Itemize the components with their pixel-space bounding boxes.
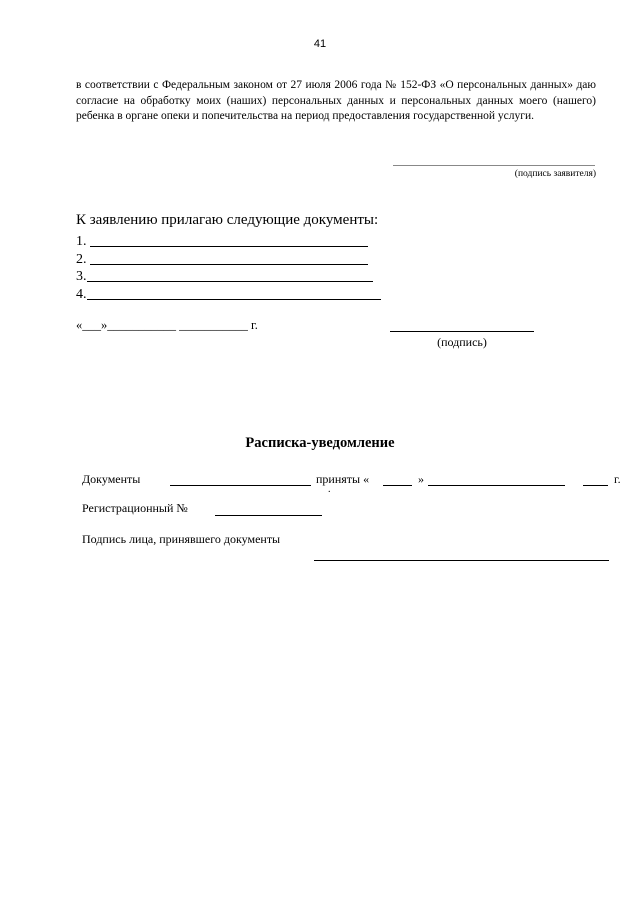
signature-caption: (подпись) bbox=[437, 335, 487, 349]
attachment-item-line bbox=[90, 264, 368, 265]
page-number: 41 bbox=[313, 38, 327, 50]
attachment-item bbox=[76, 250, 368, 268]
receipt-documents-line bbox=[170, 485, 311, 486]
receipt-year-line bbox=[583, 485, 608, 486]
receipt-accepted-label: приняты « bbox=[316, 472, 370, 486]
receipt-year-suffix: г. bbox=[614, 472, 621, 486]
attachment-item bbox=[76, 267, 373, 285]
attachment-item bbox=[76, 285, 381, 303]
attachment-item-line bbox=[87, 281, 373, 282]
applicant-signature-caption: (подпись заявителя) bbox=[514, 169, 596, 179]
attachment-item-line bbox=[87, 299, 381, 300]
receipt-title: Расписка-уведомление bbox=[245, 435, 395, 451]
consent-paragraph: в соответствии с Федеральным законом от 27 июля 2006 года № 152-ФЗ «О персональных данных» даю согласие на обработку моих (наших) персональных данных и персональных данных моего (нашего) ребенка в органе опеки и попечительства на период предоставления государственной услуги. bbox=[76, 79, 596, 122]
receipt-dot: . bbox=[328, 484, 331, 495]
receipt-reg-line bbox=[215, 515, 322, 516]
signature-line bbox=[390, 331, 534, 332]
receipt-quote-close: » bbox=[418, 472, 424, 486]
attachment-item-number: 3. bbox=[76, 269, 87, 284]
attachment-item-line bbox=[90, 246, 368, 247]
receipt-month-line bbox=[428, 485, 565, 486]
attachment-item-number: 1. bbox=[76, 234, 90, 249]
attachment-item-number: 4. bbox=[76, 287, 87, 302]
receipt-day-line bbox=[383, 485, 412, 486]
receipt-documents-label: Документы bbox=[82, 472, 141, 486]
date-field: «___»___________ ___________ г. bbox=[76, 318, 258, 332]
receipt-reg-label: Регистрационный № bbox=[82, 501, 188, 515]
attachment-item-number: 2. bbox=[76, 252, 90, 267]
receipt-signature-line bbox=[314, 560, 609, 561]
applicant-signature-line bbox=[393, 165, 595, 166]
receipt-signature-label: Подпись лица, принявшего документы bbox=[82, 532, 281, 546]
attachment-item bbox=[76, 232, 368, 250]
attachments-heading: К заявлению прилагаю следующие документы: bbox=[76, 212, 379, 228]
